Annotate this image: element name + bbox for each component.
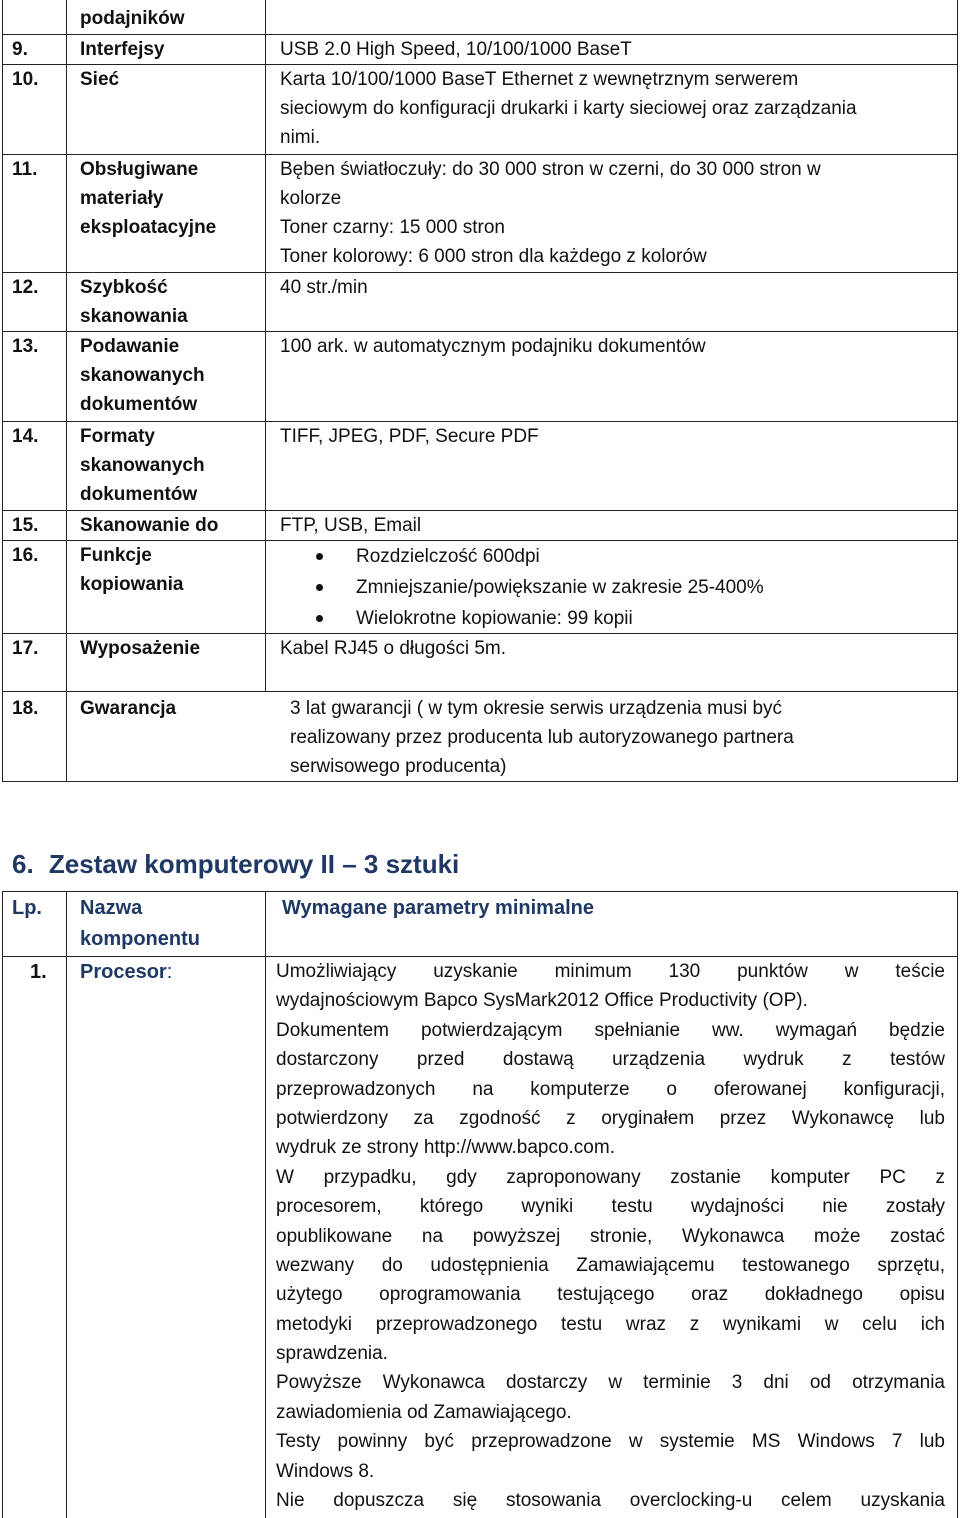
column-header-name: komponentu bbox=[80, 928, 200, 950]
row-label: Sieć bbox=[80, 69, 120, 90]
text-line: Dokumentem potwierdzającym spełnianie ww. wymagań będzie bbox=[276, 1019, 945, 1041]
list-item: Wielokrotne kopiowanie: 99 kopii bbox=[276, 603, 764, 634]
row-label: Obsługiwane bbox=[80, 159, 199, 180]
text-line: wydruk ze strony http://www.bapco.com. bbox=[276, 1137, 615, 1159]
row-number: 14. bbox=[12, 426, 39, 447]
row-label: Formaty bbox=[80, 426, 155, 447]
row-value: realizowany przez producenta lub autoryzowanego partnera bbox=[290, 727, 794, 748]
row-label: Skanowanie do bbox=[80, 515, 219, 536]
text-line: Powyższe Wykonawca dostarczy w terminie 3 dni od otrzymania bbox=[276, 1372, 945, 1394]
row-label: dokumentów bbox=[80, 394, 198, 415]
row-value: Kabel RJ45 o długości 5m. bbox=[280, 638, 507, 659]
text-line: przeprowadzonych na komputerze o oferowanej konfiguracji, bbox=[276, 1078, 945, 1100]
row-label: Funkcje bbox=[80, 545, 152, 566]
row-label: Procesor: bbox=[80, 961, 173, 983]
copy-functions-list bbox=[276, 541, 764, 634]
column-header-params: Wymagane parametry minimalne bbox=[282, 897, 594, 919]
row-label: kopiowania bbox=[80, 574, 184, 595]
row-number: 12. bbox=[12, 277, 39, 298]
text-line: Windows 8. bbox=[276, 1460, 375, 1482]
row-value: 40 str./min bbox=[280, 277, 368, 298]
row-label: Interfejsy bbox=[80, 39, 165, 60]
row-number: 17. bbox=[12, 638, 39, 659]
text-line: wydajnościowym Bapco SysMark2012 Office Productivity (OP). bbox=[276, 990, 808, 1012]
row-value: serwisowego producenta) bbox=[290, 756, 507, 777]
row-value: Bęben światłoczuły: do 30 000 stron w czerni, do 30 000 stron w bbox=[280, 159, 821, 180]
column-header-lp: Lp. bbox=[12, 897, 42, 919]
column-header-name: Nazwa bbox=[80, 897, 143, 919]
row-value: Toner czarny: 15 000 stron bbox=[280, 217, 505, 238]
text-line: opublikowane na powyższej stronie, Wykonawca może zostać bbox=[276, 1225, 945, 1247]
row-label: podajników bbox=[80, 8, 185, 29]
row-value: sieciowym do konfiguracji drukarki i karty sieciowej oraz zarządzania bbox=[280, 98, 857, 119]
row-value: TIFF, JPEG, PDF, Secure PDF bbox=[280, 426, 539, 447]
row-label: Szybkość bbox=[80, 277, 168, 298]
bullet-icon bbox=[316, 553, 323, 560]
text-line: procesorem, którego wyniki testu wydajności nie zostały bbox=[276, 1196, 945, 1218]
row-label: Gwarancja bbox=[80, 698, 177, 719]
row-number: 11. bbox=[12, 159, 38, 180]
text-line: użytego oprogramowania testującego oraz dokładnego opisu bbox=[276, 1284, 945, 1306]
row-number: 1. bbox=[30, 961, 47, 983]
row-number: 15. bbox=[12, 515, 39, 536]
text-line: W przypadku, gdy zaproponowany zostanie komputer PC z bbox=[276, 1166, 945, 1188]
text-line: Nie dopuszcza się stosowania overclocking-u celem uzyskania bbox=[276, 1490, 945, 1512]
text-line: Umożliwiający uzyskanie minimum 130 punktów w teście bbox=[276, 961, 945, 982]
text-line: Testy powinny być przeprowadzone w systemie MS Windows 7 lub bbox=[276, 1431, 945, 1453]
row-number: 18. bbox=[12, 698, 39, 719]
row-label: skanowanych bbox=[80, 455, 205, 476]
row-label: Wyposażenie bbox=[80, 638, 201, 659]
row-value: FTP, USB, Email bbox=[280, 515, 422, 536]
text-line: metodyki przeprowadzonego testu wraz z wynikami w celu ich bbox=[276, 1313, 945, 1335]
row-value: nimi. bbox=[280, 127, 321, 148]
row-value: Karta 10/100/1000 BaseT Ethernet z wewnętrznym serwerem bbox=[280, 69, 799, 90]
row-label: Podawanie bbox=[80, 336, 180, 357]
processor-requirements bbox=[276, 957, 945, 1515]
bullet-icon bbox=[316, 615, 323, 622]
row-value: USB 2.0 High Speed, 10/100/1000 BaseT bbox=[280, 39, 632, 60]
row-number: 16. bbox=[12, 545, 39, 566]
text-line: dostarczony przed dostawą urządzenia wydruk z testów bbox=[276, 1049, 945, 1071]
section-title: Zestaw komputerowy II – 3 sztuki bbox=[48, 849, 460, 879]
row-value: kolorze bbox=[280, 188, 342, 209]
row-label: dokumentów bbox=[80, 484, 198, 505]
section-heading bbox=[12, 849, 459, 880]
bullet-icon bbox=[316, 584, 323, 591]
text-line: zawiadomienia od Zamawiającego. bbox=[276, 1401, 572, 1423]
row-value: 100 ark. w automatycznym podajniku dokumentów bbox=[280, 336, 706, 357]
text-line: wezwany do udostępnienia Zamawiającemu testowanego sprzętu, bbox=[276, 1254, 945, 1276]
row-value: 3 lat gwarancji ( w tym okresie serwis urządzenia musi być bbox=[290, 698, 783, 719]
row-number: 9. bbox=[12, 39, 28, 60]
text-line: potwierdzony za zgodność z oryginałem przez Wykonawcę lub bbox=[276, 1107, 945, 1129]
row-label: skanowanych bbox=[80, 365, 205, 386]
section-number: 6. bbox=[12, 849, 34, 879]
row-label: eksploatacyjne bbox=[80, 217, 217, 238]
row-number: 10. bbox=[12, 69, 39, 90]
row-number: 13. bbox=[12, 336, 39, 357]
row-label: skanowania bbox=[80, 306, 188, 327]
list-item: Zmniejszanie/powiększanie w zakresie 25-400% bbox=[276, 572, 764, 603]
text-line: sprawdzenia. bbox=[276, 1343, 388, 1365]
row-value: Toner kolorowy: 6 000 stron dla każdego z kolorów bbox=[280, 246, 707, 267]
list-item: Rozdzielczość 600dpi bbox=[276, 541, 764, 572]
row-label: materiały bbox=[80, 188, 164, 209]
